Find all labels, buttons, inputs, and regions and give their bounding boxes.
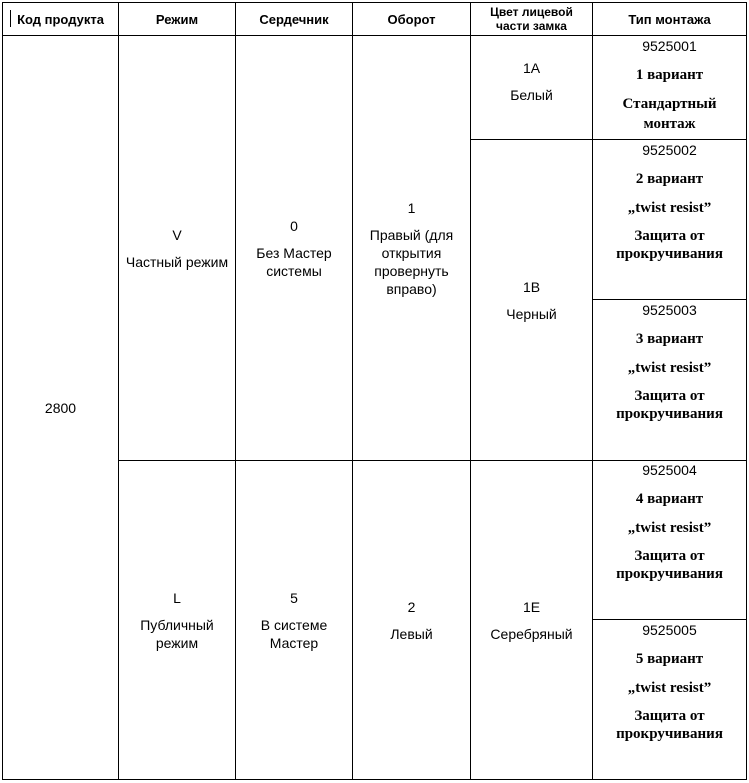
mount-description: Защита от прокручивания [616, 708, 723, 742]
header-mount [593, 3, 746, 35]
header-product-code-label: Код продукта [17, 11, 104, 27]
header-rotation [353, 3, 470, 35]
rotation-label: Правый (для открытия провернуть вправо) [369, 226, 454, 297]
product-code-value: 2800 [44, 399, 77, 416]
table-border-right [746, 2, 747, 780]
mount-code: 9525002 [642, 142, 697, 158]
core-cell [236, 36, 352, 460]
mount-description: Защита от прокручивания [616, 548, 723, 582]
mount-cell [593, 300, 746, 460]
color-label: Черный [506, 305, 557, 322]
color-code: 1A [522, 60, 541, 76]
mount-variant: 4 вариант [635, 491, 704, 507]
mode-code: V [172, 226, 182, 243]
rotation-cell [353, 461, 470, 779]
mount-twist-resist: „twist resist” [627, 200, 712, 216]
core-cell [236, 461, 352, 779]
color-label: Серебряный [490, 625, 573, 642]
header-core [236, 3, 352, 35]
color-label: Белый [510, 87, 553, 103]
color-cell [471, 140, 592, 460]
mount-cell [593, 461, 746, 619]
mount-twist-resist: „twist resist” [627, 520, 712, 536]
mode-label: Публичный режим [140, 616, 214, 651]
mount-variant: 2 вариант [635, 171, 704, 187]
core-code: 0 [290, 217, 298, 234]
header-core-label: Сердечник [259, 11, 329, 27]
mount-description: Стандартный монтаж [622, 96, 717, 132]
header-rotation-label: Оборот [387, 11, 436, 27]
mode-label: Частный режим [125, 253, 229, 270]
mount-twist-resist: „twist resist” [627, 360, 712, 376]
mount-variant: 3 вариант [635, 331, 704, 347]
mount-code: 9525004 [642, 462, 697, 478]
mount-twist-resist: „twist resist” [627, 680, 712, 696]
mount-description: Защита от прокручивания [616, 228, 723, 262]
mode-cell [119, 461, 235, 779]
core-label: В системе Мастер [260, 616, 328, 651]
core-label: Без Мастер системы [256, 244, 332, 279]
mount-description: Защита от прокручивания [616, 388, 723, 422]
mount-variant: 5 вариант [635, 651, 704, 667]
rotation-cell [353, 36, 470, 460]
header-product-code [3, 3, 118, 35]
rotation-code: 2 [407, 598, 416, 615]
color-code: 1E [522, 598, 541, 615]
mode-code: L [173, 589, 181, 606]
mode-cell [119, 36, 235, 460]
color-cell [471, 36, 592, 139]
rotation-code: 1 [407, 199, 416, 216]
mount-cell [593, 36, 746, 139]
mount-code: 9525003 [642, 302, 697, 318]
core-code: 5 [290, 589, 298, 606]
product-code-cell [3, 36, 118, 779]
color-cell [471, 461, 592, 779]
mount-cell [593, 620, 746, 779]
mount-code: 9525001 [642, 38, 697, 54]
header-mode-label: Режим [155, 11, 199, 27]
header-color-label: Цвет лицевой части замка [490, 5, 573, 33]
header-mode [119, 3, 235, 35]
mount-cell [593, 140, 746, 299]
mount-code: 9525005 [642, 622, 697, 638]
table-border-bottom [2, 779, 747, 780]
mount-variant: 1 вариант [635, 67, 704, 83]
header-color [471, 3, 592, 35]
header-mount-label: Тип монтажа [628, 11, 711, 27]
color-code: 1B [522, 278, 541, 295]
rotation-label: Левый [390, 625, 433, 642]
